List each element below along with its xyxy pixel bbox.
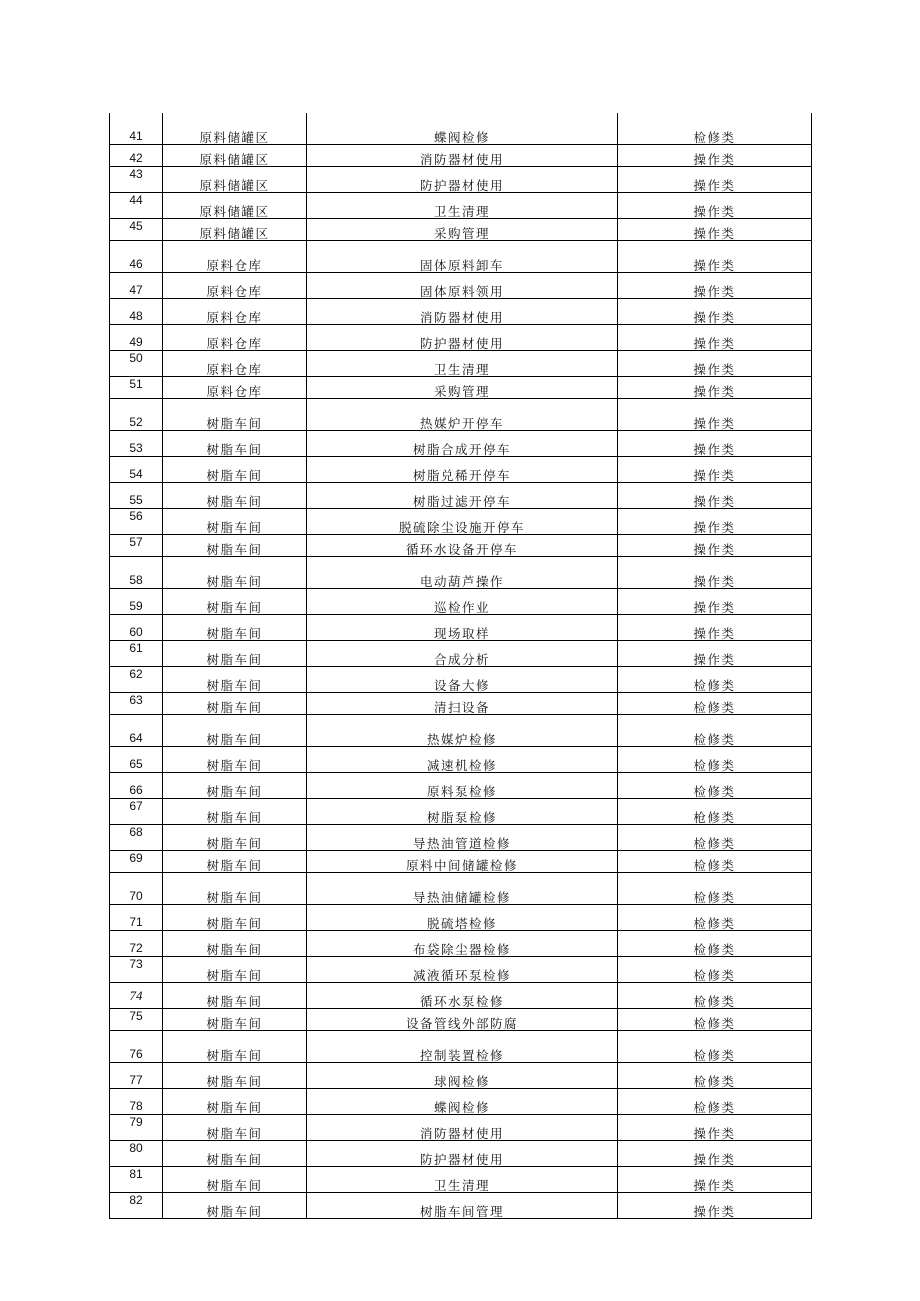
- table-row: [110, 873, 812, 905]
- area-cell: 原料仓库: [163, 325, 307, 351]
- job-cell: 树脂合成开停车: [307, 431, 618, 457]
- category-cell: 操作类: [618, 167, 812, 193]
- job-cell: 原料泵检修: [307, 773, 618, 799]
- row-number: 50: [110, 351, 163, 377]
- job-cell: 脱硫塔检修: [307, 905, 618, 931]
- area-cell: 树脂车间: [163, 825, 307, 851]
- row-number: 80: [110, 1141, 163, 1167]
- table-row: [110, 1089, 812, 1115]
- area-cell: 树脂车间: [163, 667, 307, 693]
- row-number: 64: [110, 715, 163, 747]
- category-cell: 操作类: [618, 241, 812, 273]
- table-row: [110, 167, 812, 193]
- category-cell: 操作类: [618, 589, 812, 615]
- area-cell: 原料仓库: [163, 241, 307, 273]
- area-cell: 树脂车间: [163, 535, 307, 557]
- area-cell: 树脂车间: [163, 1141, 307, 1167]
- row-number: 46: [110, 241, 163, 273]
- job-cell: 合成分析: [307, 641, 618, 667]
- category-cell: 枪修类: [618, 799, 812, 825]
- table-row: [110, 1031, 812, 1063]
- category-cell: 检修类: [618, 905, 812, 931]
- job-cell: 固体原料卸车: [307, 241, 618, 273]
- table-row: [110, 325, 812, 351]
- row-number: 45: [110, 219, 163, 241]
- category-cell: 检修类: [618, 693, 812, 715]
- area-cell: 树脂车间: [163, 799, 307, 825]
- category-cell: 操作类: [618, 193, 812, 219]
- category-cell: 检修类: [618, 825, 812, 851]
- job-cell: 球阀检修: [307, 1063, 618, 1089]
- category-cell: 操作类: [618, 509, 812, 535]
- row-number: 62: [110, 667, 163, 693]
- table-row: [110, 799, 812, 825]
- table-row: [110, 219, 812, 241]
- area-cell: 树脂车间: [163, 693, 307, 715]
- job-cell: 导热油储罐检修: [307, 873, 618, 905]
- job-cell: 设备管线外部防腐: [307, 1009, 618, 1031]
- job-cell: 树脂车间管理: [307, 1193, 618, 1219]
- category-cell: 操作类: [618, 219, 812, 241]
- row-number: 48: [110, 299, 163, 325]
- job-cell: 采购管理: [307, 377, 618, 399]
- category-cell: 检修类: [618, 957, 812, 983]
- category-cell: 操作类: [618, 1167, 812, 1193]
- job-cell: 电动葫芦操作: [307, 557, 618, 589]
- category-cell: 操作类: [618, 1193, 812, 1219]
- row-number: 74: [110, 983, 163, 1009]
- row-number: 66: [110, 773, 163, 799]
- category-cell: 检修类: [618, 773, 812, 799]
- row-number: 79: [110, 1115, 163, 1141]
- row-number: 55: [110, 483, 163, 509]
- row-number: 58: [110, 557, 163, 589]
- category-cell: 操作类: [618, 299, 812, 325]
- area-cell: 树脂车间: [163, 431, 307, 457]
- job-cell: 脱硫除尘设施开停车: [307, 509, 618, 535]
- row-number: 70: [110, 873, 163, 905]
- category-cell: 检修类: [618, 873, 812, 905]
- row-number: 43: [110, 167, 163, 193]
- job-cell: 蝶阀检修: [307, 113, 618, 145]
- category-cell: 操作类: [618, 557, 812, 589]
- area-cell: 树脂车间: [163, 457, 307, 483]
- area-cell: 树脂车间: [163, 851, 307, 873]
- area-cell: 树脂车间: [163, 1089, 307, 1115]
- table-row: [110, 641, 812, 667]
- job-cell: 循环水泵检修: [307, 983, 618, 1009]
- job-cell: 固体原料领用: [307, 273, 618, 299]
- category-cell: 检修类: [618, 667, 812, 693]
- category-cell: 检修类: [618, 1063, 812, 1089]
- table-row: [110, 351, 812, 377]
- category-cell: 操作类: [618, 535, 812, 557]
- row-number: 60: [110, 615, 163, 641]
- table-row: [110, 1141, 812, 1167]
- row-number: 52: [110, 399, 163, 431]
- table-row: [110, 399, 812, 431]
- area-cell: 原料储罐区: [163, 113, 307, 145]
- job-cell: 防护器材使用: [307, 325, 618, 351]
- area-cell: 树脂车间: [163, 509, 307, 535]
- area-cell: 树脂车间: [163, 1167, 307, 1193]
- job-cell: 防护器材使用: [307, 167, 618, 193]
- table-row: [110, 905, 812, 931]
- job-cell: 导热油管道检修: [307, 825, 618, 851]
- area-cell: 树脂车间: [163, 715, 307, 747]
- table-row: [110, 483, 812, 509]
- table-row: [110, 1009, 812, 1031]
- job-cell: 防护器材使用: [307, 1141, 618, 1167]
- area-cell: 树脂车间: [163, 957, 307, 983]
- category-cell: 检修类: [618, 1031, 812, 1063]
- category-cell: 检修类: [618, 983, 812, 1009]
- row-number: 67: [110, 799, 163, 825]
- table-row: [110, 825, 812, 851]
- area-cell: 原料仓库: [163, 377, 307, 399]
- table-row: [110, 615, 812, 641]
- category-cell: 操作类: [618, 325, 812, 351]
- table-row: [110, 747, 812, 773]
- area-cell: 树脂车间: [163, 1115, 307, 1141]
- table-row: [110, 1063, 812, 1089]
- area-cell: 树脂车间: [163, 747, 307, 773]
- table-row: [110, 377, 812, 399]
- job-cell: 蝶阀检修: [307, 1089, 618, 1115]
- area-cell: 树脂车间: [163, 1009, 307, 1031]
- category-cell: 操作类: [618, 641, 812, 667]
- table-row: [110, 1193, 812, 1219]
- table-row: [110, 241, 812, 273]
- row-number: 73: [110, 957, 163, 983]
- row-number: 51: [110, 377, 163, 399]
- job-cell: 控制装置检修: [307, 1031, 618, 1063]
- row-number: 53: [110, 431, 163, 457]
- job-cell: 设备大修: [307, 667, 618, 693]
- area-cell: 原料仓库: [163, 299, 307, 325]
- table-row: [110, 693, 812, 715]
- area-cell: 树脂车间: [163, 641, 307, 667]
- table-row: [110, 667, 812, 693]
- table-row: [110, 535, 812, 557]
- table-row: [110, 851, 812, 873]
- row-number: 54: [110, 457, 163, 483]
- area-cell: 树脂车间: [163, 483, 307, 509]
- category-cell: 检修类: [618, 1009, 812, 1031]
- area-cell: 树脂车间: [163, 1031, 307, 1063]
- table-row: [110, 983, 812, 1009]
- table-row: [110, 145, 812, 167]
- area-cell: 树脂车间: [163, 931, 307, 957]
- job-cell: 卫生清理: [307, 193, 618, 219]
- area-cell: 树脂车间: [163, 1063, 307, 1089]
- area-cell: 原料储罐区: [163, 193, 307, 219]
- table-row: [110, 457, 812, 483]
- job-cell: 减液循环泵检修: [307, 957, 618, 983]
- category-cell: 检修类: [618, 113, 812, 145]
- row-number: 71: [110, 905, 163, 931]
- table-row: [110, 773, 812, 799]
- table-row: [110, 715, 812, 747]
- row-number: 56: [110, 509, 163, 535]
- area-cell: 树脂车间: [163, 557, 307, 589]
- table-body: [110, 113, 812, 1219]
- job-cell: 卫生清理: [307, 351, 618, 377]
- job-cell: 消防器材使用: [307, 145, 618, 167]
- table-row: [110, 931, 812, 957]
- category-cell: 检修类: [618, 931, 812, 957]
- area-cell: 树脂车间: [163, 399, 307, 431]
- category-cell: 操作类: [618, 483, 812, 509]
- area-cell: 树脂车间: [163, 983, 307, 1009]
- job-cell: 清扫设备: [307, 693, 618, 715]
- category-cell: 操作类: [618, 615, 812, 641]
- table-row: [110, 273, 812, 299]
- job-cell: 卫生清理: [307, 1167, 618, 1193]
- area-cell: 原料储罐区: [163, 167, 307, 193]
- category-cell: 检修类: [618, 747, 812, 773]
- job-cell: 树脂过滤开停车: [307, 483, 618, 509]
- job-cell: 消防器材使用: [307, 299, 618, 325]
- job-cell: 原料中间储罐检修: [307, 851, 618, 873]
- row-number: 57: [110, 535, 163, 557]
- row-number: 61: [110, 641, 163, 667]
- table-row: [110, 299, 812, 325]
- row-number: 41: [110, 113, 163, 145]
- category-cell: 操作类: [618, 457, 812, 483]
- row-number: 75: [110, 1009, 163, 1031]
- row-number: 68: [110, 825, 163, 851]
- row-number: 76: [110, 1031, 163, 1063]
- category-cell: 操作类: [618, 431, 812, 457]
- category-cell: 操作类: [618, 351, 812, 377]
- category-cell: 检修类: [618, 715, 812, 747]
- row-number: 69: [110, 851, 163, 873]
- job-cell: 巡检作业: [307, 589, 618, 615]
- table-row: [110, 1167, 812, 1193]
- job-cell: 减速机检修: [307, 747, 618, 773]
- table-row: [110, 113, 812, 145]
- category-cell: 操作类: [618, 1115, 812, 1141]
- job-cell: 布袋除尘器检修: [307, 931, 618, 957]
- area-cell: 树脂车间: [163, 873, 307, 905]
- job-list-table: [109, 113, 812, 1219]
- job-cell: 树脂泵检修: [307, 799, 618, 825]
- job-cell: 循环水设备开停车: [307, 535, 618, 557]
- category-cell: 操作类: [618, 1141, 812, 1167]
- job-cell: 现场取样: [307, 615, 618, 641]
- job-cell: 热媒炉开停车: [307, 399, 618, 431]
- job-cell: 消防器材使用: [307, 1115, 618, 1141]
- area-cell: 树脂车间: [163, 589, 307, 615]
- category-cell: 操作类: [618, 273, 812, 299]
- row-number: 81: [110, 1167, 163, 1193]
- table-row: [110, 1115, 812, 1141]
- row-number: 63: [110, 693, 163, 715]
- table-row: [110, 589, 812, 615]
- area-cell: 树脂车间: [163, 615, 307, 641]
- area-cell: 原料储罐区: [163, 145, 307, 167]
- area-cell: 树脂车间: [163, 773, 307, 799]
- row-number: 59: [110, 589, 163, 615]
- job-cell: 采购管理: [307, 219, 618, 241]
- row-number: 44: [110, 193, 163, 219]
- area-cell: 原料储罐区: [163, 219, 307, 241]
- row-number: 42: [110, 145, 163, 167]
- row-number: 72: [110, 931, 163, 957]
- category-cell: 检修类: [618, 851, 812, 873]
- row-number: 78: [110, 1089, 163, 1115]
- row-number: 65: [110, 747, 163, 773]
- category-cell: 操作类: [618, 145, 812, 167]
- job-cell: 树脂兑稀开停车: [307, 457, 618, 483]
- category-cell: 操作类: [618, 377, 812, 399]
- table-row: [110, 957, 812, 983]
- table-row: [110, 557, 812, 589]
- table-row: [110, 509, 812, 535]
- row-number: 47: [110, 273, 163, 299]
- area-cell: 原料仓库: [163, 351, 307, 377]
- row-number: 82: [110, 1193, 163, 1219]
- category-cell: 操作类: [618, 399, 812, 431]
- row-number: 77: [110, 1063, 163, 1089]
- area-cell: 树脂车间: [163, 905, 307, 931]
- job-cell: 热媒炉检修: [307, 715, 618, 747]
- area-cell: 树脂车间: [163, 1193, 307, 1219]
- row-number: 49: [110, 325, 163, 351]
- table-row: [110, 431, 812, 457]
- area-cell: 原料仓库: [163, 273, 307, 299]
- table-row: [110, 193, 812, 219]
- category-cell: 检修类: [618, 1089, 812, 1115]
